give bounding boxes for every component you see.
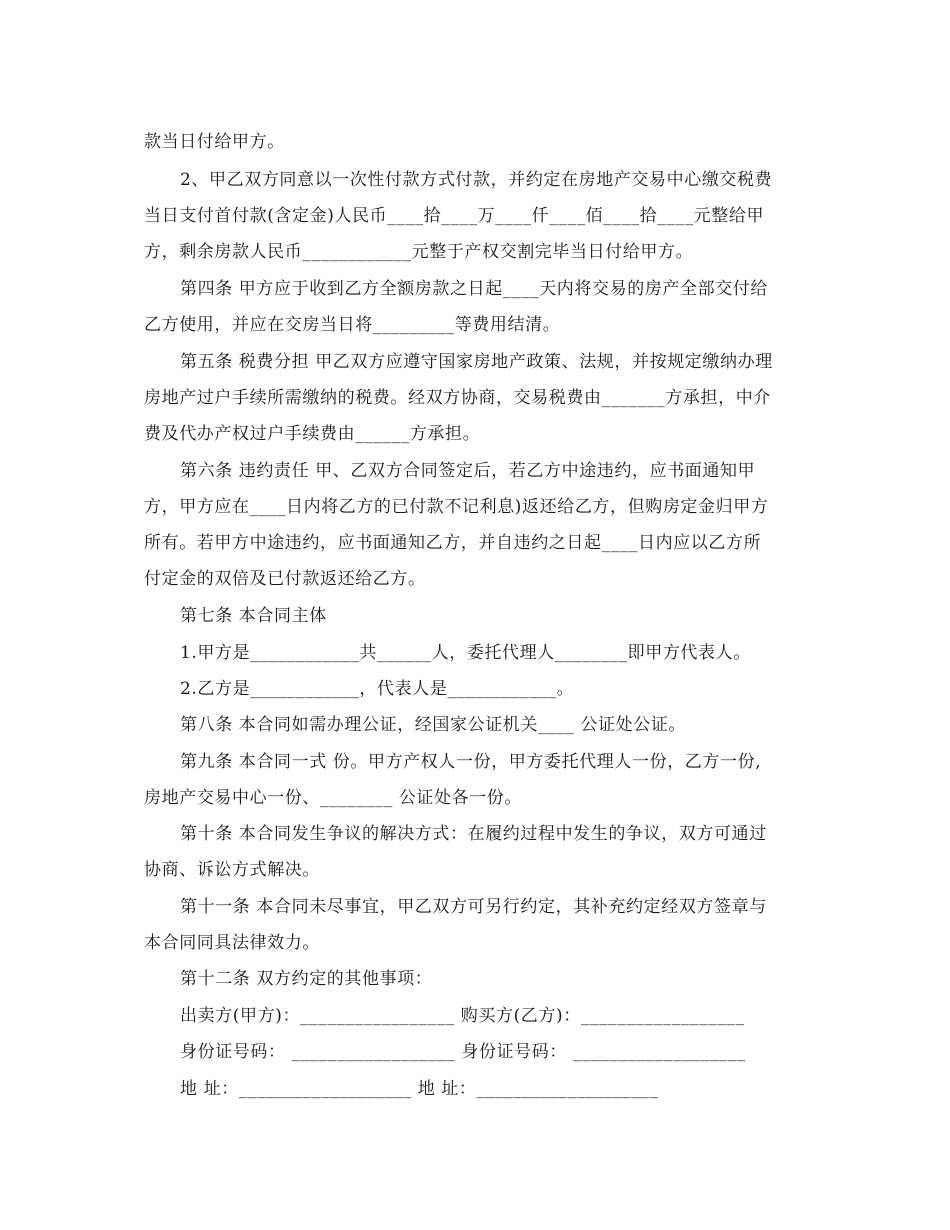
text-line: 第四条 甲方应于收到乙方全额房款之日起____天内将交易的房产全部交付给 <box>180 279 769 299</box>
text-line: 第十二条 双方约定的其他事项： <box>180 969 433 989</box>
text-line: 房地产交易中心一份、________ 公证处各一份。 <box>144 788 523 808</box>
text-line: 第五条 税费分担 甲乙双方应遵守国家房地产政策、法规，并按规定缴纳办理 <box>180 352 773 372</box>
text-line: 方，甲方应在____日内将乙方的已付款不记利息)返还给乙方，但购房定金归甲方 <box>144 497 769 517</box>
text-line: 第八条 本合同如需办理公证，经国家公证机关____ 公证处公证。 <box>180 715 687 735</box>
text-line: 协商、诉讼方式解决。 <box>144 860 320 880</box>
signature-line: 身份证号码： __________________ 身份证号码： ___________________ <box>180 1042 746 1062</box>
signature-line: 出卖方(甲方)：_________________ 购买方(乙方)：__________________ <box>180 1006 745 1026</box>
text-line: 方，剩余房款人民币____________元整于产权交割完毕当日付给甲方。 <box>144 242 694 262</box>
signature-line: 地 址：___________________ 地 址：____________________ <box>180 1079 659 1099</box>
text-line: 房地产过户手续所需缴纳的税费。经双方协商，交易税费由_______方承担，中介 <box>144 388 771 408</box>
text-line: 第七条 本合同主体 <box>180 606 327 626</box>
text-line: 第六条 违约责任 甲、乙双方合同签定后，若乙方中途违约，应书面通知甲 <box>180 461 756 481</box>
text-line: 2.乙方是____________，代表人是____________。 <box>180 679 575 699</box>
text-line: 费及代办产权过户手续费由______方承担。 <box>144 424 481 444</box>
text-line: 本合同同具法律效力。 <box>144 933 320 953</box>
text-line: 1.甲方是____________共______人，委托代理人________即甲方代表人。 <box>180 643 751 663</box>
text-line: 2、甲乙双方同意以一次性付款方式付款，并约定在房地产交易中心缴交税费 <box>180 170 773 190</box>
text-line: 第九条 本合同一式 份。甲方产权人一份，甲方委托代理人一份，乙方一份, <box>180 752 762 772</box>
text-line: 第十一条 本合同未尽事宜，甲乙双方可另行约定，其补充约定经双方签章与 <box>180 897 767 917</box>
text-line: 当日支付首付款(含定金)人民币____拾____万____仟____佰____拾____元整给甲 <box>144 206 765 226</box>
text-line: 第十条 本合同发生争议的解决方式：在履约过程中发生的争议，双方可通过 <box>180 824 767 844</box>
text-line: 乙方使用，并应在交房当日将_________等费用结清。 <box>144 315 561 335</box>
text-line: 所有。若甲方中途违约，应书面通知乙方，并自违约之日起____日内应以乙方所 <box>144 533 762 553</box>
text-line: 付定金的双倍及已付款返还给乙方。 <box>144 569 426 589</box>
text-line: 款当日付给甲方。 <box>144 132 285 152</box>
